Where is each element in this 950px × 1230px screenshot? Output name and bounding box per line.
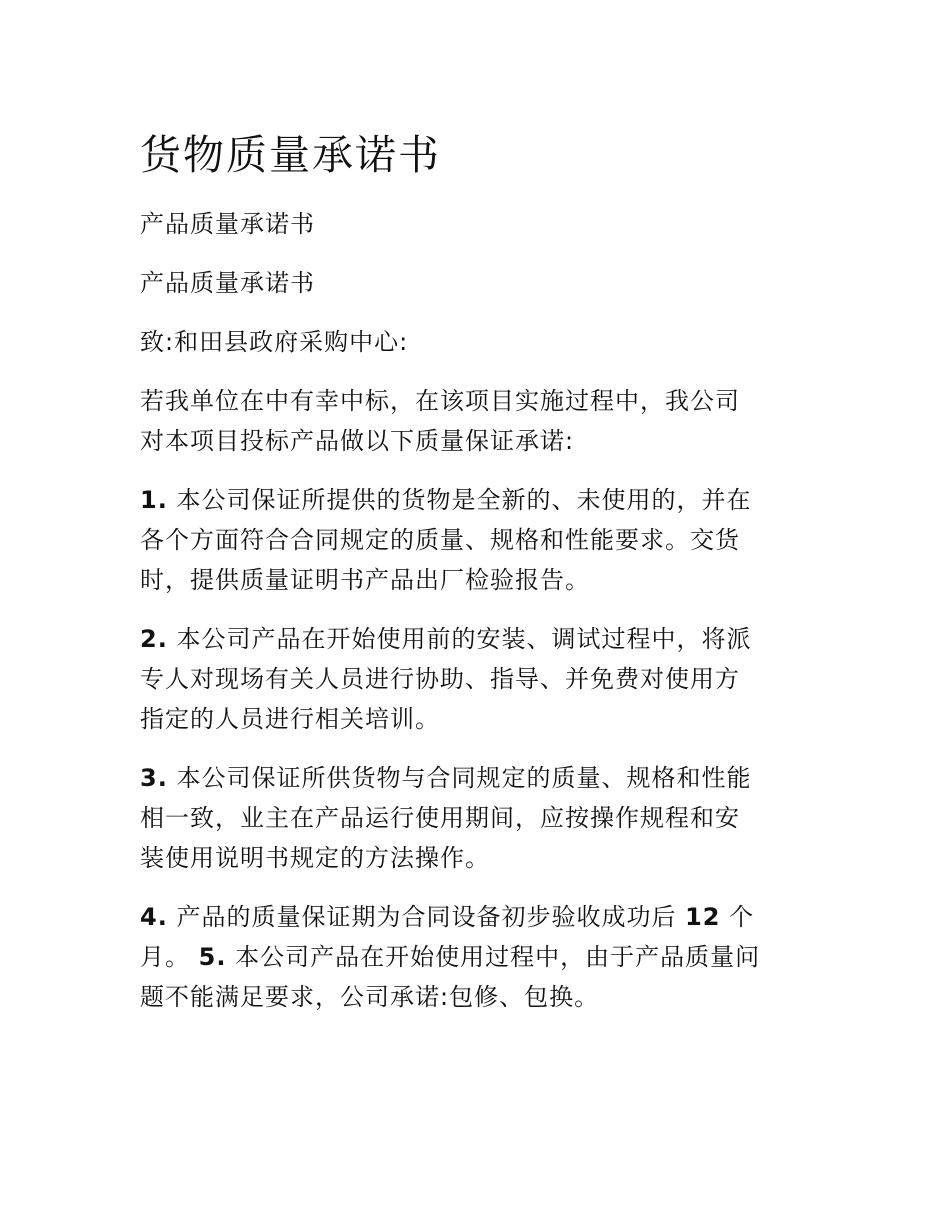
item-4-line-2 bbox=[140, 937, 820, 977]
warranty-unit: 个 bbox=[720, 903, 755, 931]
item-5-line-1-text: 本公司产品在开始使用过程中，由于产品质量问 bbox=[226, 943, 761, 971]
item-4-line-1-text: 产品的质量保证期为合同设备初步验收成功后 bbox=[167, 903, 686, 931]
document-title: 货物质量承诺书 bbox=[140, 131, 441, 179]
item-3-line-2: 相一致，业主在产品运行使用期间，应按操作规程和安 bbox=[140, 804, 740, 832]
item-3-line-3: 装使用说明书规定的方法操作。 bbox=[140, 844, 490, 872]
item-2-line-1 bbox=[140, 619, 820, 659]
item-4-line-2-start: 月。 bbox=[140, 943, 199, 971]
intro-paragraph bbox=[140, 381, 820, 461]
intro-line-2: 对本项目投标产品做以下质量保证承诺: bbox=[140, 427, 575, 455]
item-2-line-3: 指定的人员进行相关培训。 bbox=[140, 705, 440, 733]
item-2-line-1-text: 本公司产品在开始使用前的安装、调试过程中，将派 bbox=[167, 625, 752, 653]
commitment-item-2 bbox=[140, 619, 820, 739]
item-2-number: 2. bbox=[140, 625, 168, 653]
item-3-number: 3. bbox=[140, 764, 168, 792]
commitment-item-3 bbox=[140, 758, 820, 878]
item-4-number: 4. bbox=[140, 903, 168, 931]
item-1-line-3: 时，提供质量证明书产品出厂检验报告。 bbox=[140, 566, 590, 594]
commitment-item-1 bbox=[140, 480, 820, 600]
item-1-number: 1. bbox=[140, 486, 168, 514]
item-1-line-1 bbox=[140, 480, 820, 520]
addressee-line: 致:和田县政府采购中心: bbox=[140, 328, 409, 356]
intro-line-1: 若我单位在中有幸中标，在该项目实施过程中，我公司 bbox=[140, 387, 740, 415]
item-5-number: 5. bbox=[198, 943, 227, 971]
warranty-months-value: 12 bbox=[685, 903, 721, 931]
document-body bbox=[140, 128, 820, 1036]
item-1-line-1-text: 本公司保证所提供的货物是全新的、未使用的，并在 bbox=[167, 486, 752, 514]
item-3-line-1 bbox=[140, 758, 820, 798]
item-3-line-1-text: 本公司保证所供货物与合同规定的质量、规格和性能 bbox=[167, 764, 752, 792]
subheading-1: 产品质量承诺书 bbox=[140, 210, 315, 238]
item-5-line-2: 题不能满足要求，公司承诺:包修、包换。 bbox=[140, 983, 600, 1011]
subheading-2: 产品质量承诺书 bbox=[140, 269, 315, 297]
item-1-line-2: 各个方面符合合同规定的质量、规格和性能要求。交货 bbox=[140, 526, 740, 554]
item-2-line-2: 专人对现场有关人员进行协助、指导、并免费对使用方 bbox=[140, 665, 740, 693]
item-4-line-1 bbox=[140, 897, 820, 937]
commitment-item-4-5 bbox=[140, 897, 820, 1017]
